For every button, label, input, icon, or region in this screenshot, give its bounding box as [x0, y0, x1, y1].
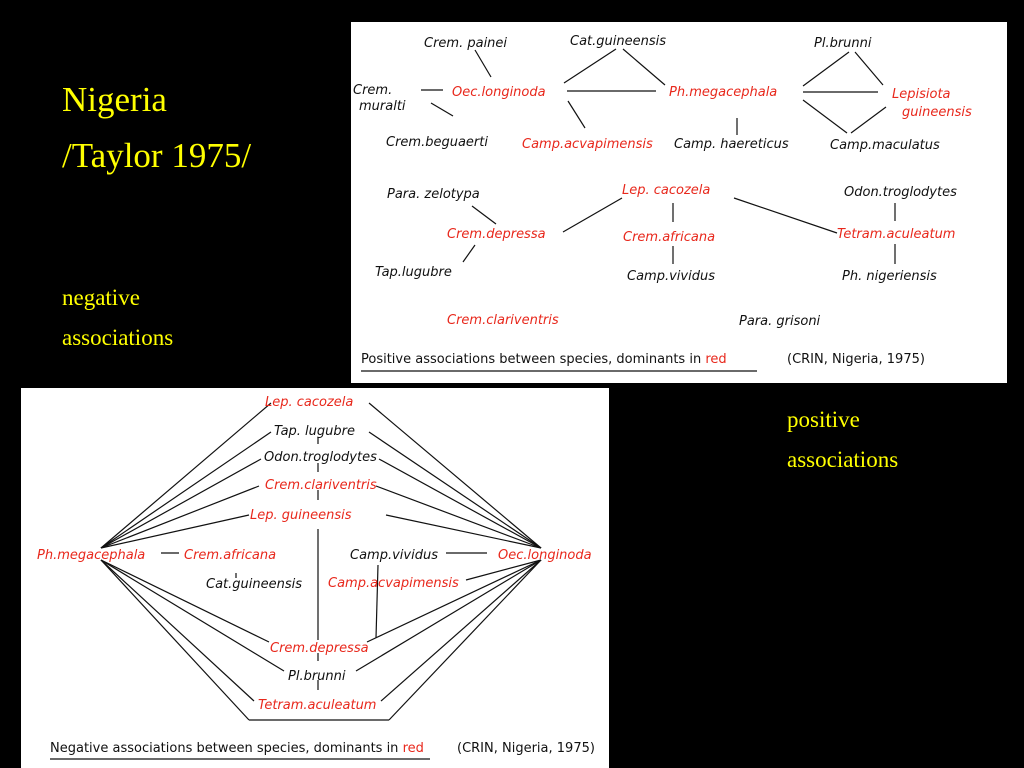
neg-node-camp-vividus: Camp.vividus: [350, 548, 438, 563]
positive-caption-text: [361, 352, 727, 367]
pos-node-crem-painei: Crem. painei: [424, 36, 508, 51]
pos-node-lep-cacozela: Lep. cacozela: [622, 183, 711, 198]
neg-node-crem-africana: Crem.africana: [184, 548, 277, 563]
positive-caption-main: Positive associations between species, dominants in: [361, 352, 706, 367]
neg-node-lep-cacozela: Lep. cacozela: [265, 395, 354, 410]
negative-label-line-1: negative: [62, 285, 140, 310]
positive-label-line-2: associations: [787, 447, 899, 472]
pos-node-lepisiota-line2: guineensis: [902, 105, 972, 120]
positive-source: (CRIN, Nigeria, 1975): [787, 352, 925, 367]
neg-node-tetram-aculeatum: Tetram.aculeatum: [258, 698, 377, 713]
negative-label-line-2: associations: [62, 325, 174, 350]
pos-node-lepisiota-line1: Lepisiota: [892, 87, 951, 102]
negative-caption-red: red: [402, 741, 424, 756]
title-line-2: /Taylor 1975/: [62, 136, 252, 175]
pos-node-tetram-aculeatum: Tetram.aculeatum: [837, 227, 956, 242]
negative-species-nodes: [37, 395, 592, 713]
pos-node-ph-megacephala: Ph.megacephala: [669, 85, 778, 100]
pos-node-camp-haereticus: Camp. haereticus: [674, 137, 789, 152]
pos-node-camp-acvapimensis: Camp.acvapimensis: [522, 137, 653, 152]
neg-node-ph-megacephala: Ph.megacephala: [37, 548, 146, 563]
pos-node-camp-maculatus: Camp.maculatus: [830, 138, 940, 153]
neg-node-crem-clariventris: Crem.clariventris: [265, 478, 377, 493]
negative-caption-main: Negative associations between species, dominants in: [50, 741, 403, 756]
positive-species-nodes: [353, 34, 972, 329]
negative-source: (CRIN, Nigeria, 1975): [457, 741, 595, 756]
pos-node-pl-brunni: Pl.brunni: [814, 36, 872, 51]
positive-caption: [361, 352, 925, 371]
neg-node-oec-longinoda: Oec.longinoda: [498, 548, 592, 563]
positive-caption-red: red: [705, 352, 727, 367]
negative-associations-diagram: [21, 388, 609, 768]
pos-node-crem-africana: Crem.africana: [623, 230, 716, 245]
pos-node-odon-troglodytes: Odon.troglodytes: [844, 185, 957, 200]
neg-node-odon-troglodytes: Odon.troglodytes: [264, 450, 377, 465]
pos-node-para-zelotypa: Para. zelotypa: [387, 187, 480, 202]
neg-node-lep-guineensis: Lep. guineensis: [250, 508, 352, 523]
neg-node-pl-brunni: Pl.brunni: [288, 669, 346, 684]
pos-node-para-grisoni: Para. grisoni: [739, 314, 821, 329]
positive-label-line-1: positive: [787, 407, 860, 432]
title-line-1: Nigeria: [62, 80, 167, 119]
pos-node-tap-lugubre: Tap.lugubre: [375, 265, 452, 280]
negative-caption: [50, 741, 595, 759]
slide-title: [62, 72, 251, 184]
neg-node-cat-guineensis: Cat.guineensis: [206, 577, 303, 592]
negative-associations-label: [62, 278, 173, 358]
negative-caption-text: [50, 741, 424, 756]
pos-node-crem-muralti-line1: Crem.: [353, 83, 393, 98]
pos-node-crem-depressa: Crem.depressa: [447, 227, 546, 242]
pos-node-crem-clariventris: Crem.clariventris: [447, 313, 559, 328]
positive-associations-diagram: [351, 22, 1007, 383]
pos-node-cat-guineensis: Cat.guineensis: [570, 34, 667, 49]
pos-node-oec-longinoda: Oec.longinoda: [452, 85, 546, 100]
pos-node-crem-muralti-line2: muralti: [359, 99, 406, 114]
neg-node-camp-acvapimensis: Camp.acvapimensis: [328, 576, 459, 591]
positive-associations-label: [787, 400, 898, 480]
pos-node-ph-nigeriensis: Ph. nigeriensis: [842, 269, 937, 284]
neg-node-crem-depressa: Crem.depressa: [270, 641, 369, 656]
pos-node-crem-beguaerti: Crem.beguaerti: [386, 135, 488, 150]
pos-node-camp-vividus: Camp.vividus: [627, 269, 715, 284]
neg-node-tap-lugubre: Tap. lugubre: [274, 424, 355, 439]
